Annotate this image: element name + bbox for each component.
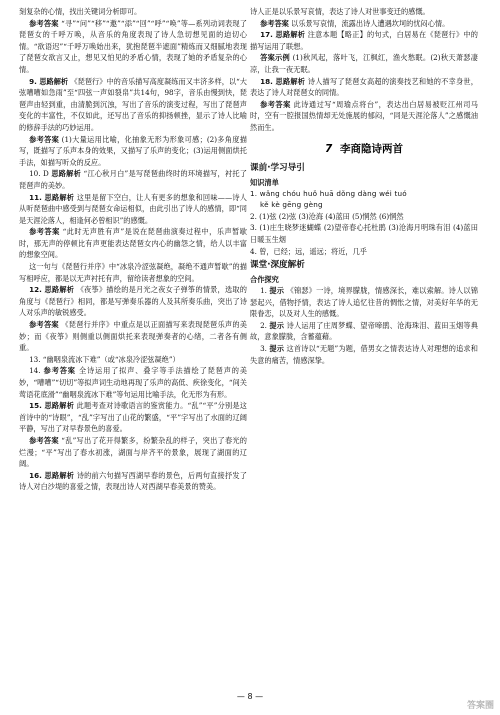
answer-paragraph: 17. 思路解析 注意本题【略正】的句式，白居易在《琵琶行》中的描写运用了联想。 [250, 30, 478, 51]
lesson-number: 7 [325, 142, 333, 155]
sub-heading-knowledge-list: 知识清单 [250, 177, 279, 187]
sub-heading-cooperative: 合作探究 [250, 275, 279, 285]
answer-paragraph: 参考答案 以乐景写哀情，流露出诗人遭遇坎坷的忧闷心情。 [260, 18, 450, 28]
cooperative-item: 3. 提示 这首诗以“无题”为题，借男女之情表达诗人对理想的追求和失意的痛苦，情感深挚。 [250, 344, 478, 365]
answer-paragraph: 参考答案 《琵琶行并序》中重点是以正面描写来表现琵琶乐声的美妙；而《夜筝》则侧重以侧面烘托来表现弹奏者的心绪，二者各有侧重。 [19, 320, 247, 353]
answer-paragraph: 诗人正是以乐景写哀情，表达了诗人对世事变迁的感慨。 [250, 7, 430, 16]
pinyin-line-2: kě kè gēng gèng [260, 200, 323, 210]
page-number: — 8 — [236, 692, 264, 701]
answer-paragraph: 参考答案 “此时无声胜有声”是说在琵琶曲演奏过程中，乐声暂歇时，那无声的停顿比有声更能表达琵琶女内心的幽怨之情，给人以丰富的想象空间。 [19, 227, 247, 260]
knowledge-item: 2. (1)弦 (2)弦 (3)沧海 (4)蓝田 (5)惘然 (6)惘然 [250, 211, 404, 221]
section-heading-inclass: 课堂·深度解析 [250, 260, 305, 271]
answer-paragraph: 16. 思路解析 诗的前六句描写西湖早春的景色，后两句直接抒发了诗人对白沙堤的喜爱之情，表现出诗人对西湖早春美景的赞美。 [19, 470, 247, 492]
answer-paragraph: 9. 思路解析 《琵琶行》中的音乐描写高度凝练而又丰济多样，以“大弦嘈嘈如急雨”至“四弦一声如裂帛”共14句，98字，音乐由慢到快，琵琶声由轻到重，由清脆到沉浊，写出了音乐的演变过程，写出了琵琶声变化的丰富性，不仅如此，还写出了音乐的抑扬顿挫，显示了诗人比喻的修辞手法的巧妙运用。 [19, 76, 247, 132]
answer-paragraph: 答案示例 (1)秋风起，落叶飞，江枫红，渔火愁眠。(2)秋天萧瑟凄凉，让我一夜无眠。 [250, 53, 478, 74]
answer-paragraph: 参考答案 “寻”“问”“移”“邀”“添”“回”“呼”“唤”等—系列动词表现了琵琶女的千呼万唤，从音乐的角度表现了诗人急切想见面的迫切心情。“欲语迟”“千呼万唤始出来，犹抱琵琶半遮面”精炼而又细腻地表现了琵琶女欲言又止，想见又怕见的矛盾心情，表现了她的矛盾复杂的心情。 [19, 18, 247, 74]
right-column [250, 6, 478, 366]
cooperative-item: 1. 提示 《锦瑟》一诗，境界朦胧，情感深长，难以索解。诗人以锦瑟起兴，借物抒情，表达了诗人追忆往昔的惆怅之情，对美好年华的无限眷恋，以及对人生的感慨。 [250, 286, 478, 319]
answer-paragraph: 13. “幽咽泉流冰下难”（或“冰泉冷涩弦凝绝”） [29, 354, 180, 364]
answer-paragraph: 14. 参考答案 全诗运用了拟声、叠字等手法描绘了琵琶声的美妙，“嘈嘈”“切切”等拟声词生动地再现了乐声的高低、疾徐变化，“间关莺语花底滑”“幽咽泉流冰下难”等句运用比喻手法，化无形为有形。 [19, 366, 247, 399]
answer-paragraph: 参考答案 (1)大量运用比喻，化抽象无形为形象可感；(2)多角度描写，既描写了乐声本身的效果，又描写了乐声的变化；(3)运用侧面烘托手法，如描写听众的反应。 [19, 134, 247, 167]
knowledge-items [250, 211, 478, 257]
lesson-title [250, 142, 478, 156]
lesson-name: 李商隐诗两首 [339, 142, 403, 155]
knowledge-item: 4. 曾，已经；远，遥远；将近，几乎 [250, 246, 367, 256]
answer-paragraph: 12. 思路解析 《夜筝》描绘的是月光之夜女子弹筝的情景，选取的角度与《琵琶行》相同，都是写弹奏乐器的人及其所奏乐曲，突出了诗人对乐声的敏锐感受。 [19, 285, 247, 318]
cooperative-item: 2. 提示 诗人运用了庄周梦蝶、望帝啼鹃、沧海珠泪、蓝田玉烟等典故，意象朦胧，含蓄蕴藉。 [250, 320, 478, 342]
section-heading-preclass: 课前·学习导引 [250, 162, 305, 173]
answer-paragraph: 10. D 思路解析 “江心秋月白”是写琵琶曲终时的环境描写，衬托了琵琶声的美妙。 [19, 169, 247, 190]
answer-paragraph: 参考答案 此诗通过写“周瑜点将台”，表达出白居易被贬江州司马时，空有一腔报国热情却无处施展的郁闷，“同是天涯沦落人”之感慨油然而生。 [250, 99, 478, 132]
answer-paragraph: 刻复杂的心情，找出关键词分析即可。 [19, 7, 142, 16]
knowledge-item: 3. (1)庄生晓梦迷蝴蝶 (2)望帝春心托杜鹃 (3)沧海月明珠有泪 (4)蓝田日暖玉生烟 [250, 223, 478, 244]
left-column [19, 6, 247, 493]
answer-paragraph: 11. 思路解析 这里是留下空白，让人有更多的想象和回味——诗人从听琵琶曲中感受到与琵琶女命运相似，由此引出了诗人的感情，即“同是天涯沦落人，相逢何必曾相识”的感慨。 [19, 192, 247, 225]
answer-paragraph: 15. 思路解析 此题考查对诗歌语言的鉴赏能力。“乱”“平”分别是这首诗中的“诗眼”，“乱”字写出了山花的繁盛，“平”字写出了水面的辽阔平静，写出了对早春景色的喜爱。 [19, 401, 247, 434]
answer-paragraph: 18. 思路解析 诗人描写了琵琶女高超的演奏技艺和她的不幸身世，表达了诗人对琵琶女的同情。 [250, 76, 478, 98]
right-column-top [250, 6, 478, 134]
answer-paragraph: 这一句与《琵琶行并序》中“冰泉冷涩弦凝绝，凝绝不通声暂歇”的描写相呼应，都是以无声衬托有声，留给读者想象的空间。 [19, 262, 247, 283]
cooperative-items [250, 285, 478, 366]
pinyin-line-1: 1. wǎng chóu huǒ huā dǒng dàng wéi tuó [250, 188, 407, 198]
watermark-stamp: 答案圈 [466, 701, 494, 711]
answer-paragraph: 参考答案 “乱”写出了花开得繁多，纷繁杂乱的样子，突出了春光的烂漫；“平”写出了春水初涨，湖面与岸齐平的景象，展现了湖面的辽阔。 [19, 435, 247, 469]
